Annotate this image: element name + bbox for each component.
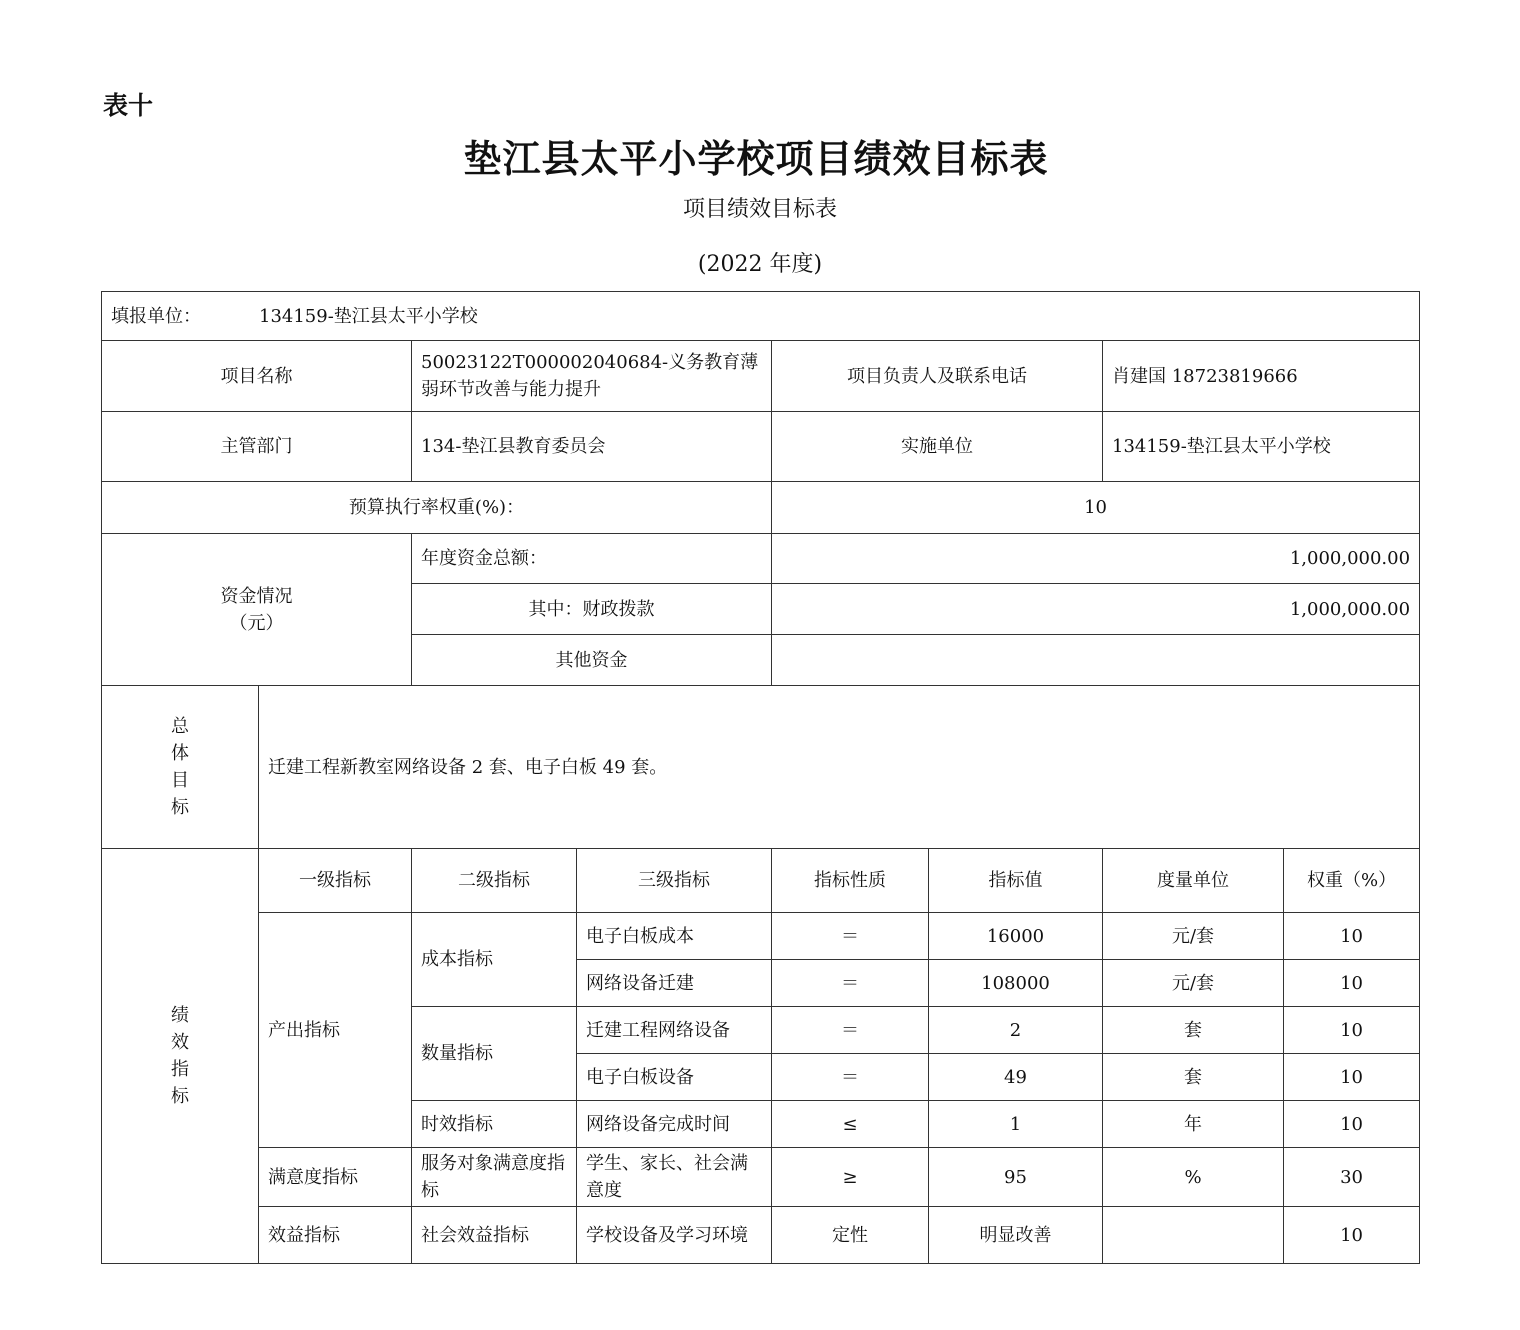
indicator-value: 95 (929, 1148, 1103, 1207)
subgroup-quantity: 数量指标 (412, 1007, 577, 1101)
indicator-value: 49 (929, 1054, 1103, 1101)
group-output: 产出指标 (259, 913, 412, 1148)
indicator-nature: 定性 (772, 1207, 929, 1264)
subgroup-social: 社会效益指标 (412, 1207, 577, 1264)
indicator-unit: 套 (1103, 1054, 1284, 1101)
indicator-nature: ≥ (772, 1148, 929, 1207)
funds-fiscal-value: 1,000,000.00 (772, 584, 1420, 635)
indicator-name: 电子白板设备 (577, 1054, 772, 1101)
indicator-nature: ＝ (772, 913, 929, 960)
indicator-name: 迁建工程网络设备 (577, 1007, 772, 1054)
goal-text: 迁建工程新教室网络设备 2 套、电子白板 49 套。 (259, 686, 1420, 849)
goal-label-char: 目 (171, 770, 189, 791)
indicator-name: 学校设备及学习环境 (577, 1207, 772, 1264)
indicator-nature: ≤ (772, 1101, 929, 1148)
project-name-label: 项目名称 (102, 341, 412, 412)
project-row (102, 341, 1420, 412)
col-header-level3: 三级指标 (577, 849, 772, 913)
project-name-value: 50023122T000002040684-义务教育薄弱环节改善与能力提升 (412, 341, 772, 412)
funds-other-value (772, 635, 1420, 686)
indicators-header-row (102, 849, 1420, 913)
goal-row (102, 686, 1420, 849)
indicator-value: 2 (929, 1007, 1103, 1054)
indicator-unit: 元/套 (1103, 960, 1284, 1007)
indicator-weight: 30 (1284, 1148, 1420, 1207)
impl-label: 实施单位 (772, 412, 1103, 482)
funds-other-label: 其他资金 (412, 635, 772, 686)
indicator-name: 电子白板成本 (577, 913, 772, 960)
col-header-value: 指标值 (929, 849, 1103, 913)
indicators-label-char: 指 (171, 1059, 189, 1080)
indicator-nature: ＝ (772, 1007, 929, 1054)
unit-cell (102, 292, 1420, 341)
indicator-name: 网络设备迁建 (577, 960, 772, 1007)
indicator-weight: 10 (1284, 1207, 1420, 1264)
indicators-label-char: 效 (171, 1032, 189, 1053)
indicator-value: 108000 (929, 960, 1103, 1007)
indicators-label-char: 绩 (171, 1005, 189, 1026)
group-satisfaction: 满意度指标 (259, 1148, 412, 1207)
subgroup-cost: 成本指标 (412, 913, 577, 1007)
leader-value: 肖建国 18723819666 (1103, 341, 1420, 412)
indicators-label-char: 标 (171, 1086, 189, 1107)
table-row (102, 913, 1420, 960)
indicator-name: 网络设备完成时间 (577, 1101, 772, 1148)
indicators-label (102, 849, 259, 1264)
budget-rate-label: 预算执行率权重(%)： (102, 482, 772, 534)
indicator-unit: 年 (1103, 1101, 1284, 1148)
unit-label: 填报单位： (111, 305, 201, 327)
funds-total-label: 年度资金总额： (412, 534, 772, 584)
page-subtitle: 项目绩效目标表 (682, 197, 837, 222)
unit-row (102, 292, 1420, 341)
impl-value: 134159-垫江县太平小学校 (1103, 412, 1420, 482)
col-header-level2: 二级指标 (412, 849, 577, 913)
indicator-weight: 10 (1284, 1007, 1420, 1054)
indicator-unit: % (1103, 1148, 1284, 1207)
budget-rate-value: 10 (772, 482, 1420, 534)
indicator-name: 学生、家长、社会满意度 (577, 1148, 772, 1207)
goal-label (102, 686, 259, 849)
funds-fiscal-label: 其中：财政拨款 (412, 584, 772, 635)
indicator-nature: ＝ (772, 1054, 929, 1101)
indicator-weight: 10 (1284, 1101, 1420, 1148)
col-header-level1: 一级指标 (259, 849, 412, 913)
funds-label-line1: 资金情况 (220, 585, 293, 607)
funds-label (102, 534, 412, 686)
indicator-nature: ＝ (772, 960, 929, 1007)
subgroup-time: 时效指标 (412, 1101, 577, 1148)
table-label: 表十 (103, 91, 154, 120)
col-header-nature: 指标性质 (772, 849, 929, 913)
goal-label-char: 标 (171, 797, 189, 818)
funds-total-value: 1,000,000.00 (772, 534, 1420, 584)
col-header-weight: 权重（%） (1284, 849, 1420, 913)
performance-target-table (101, 291, 1420, 1264)
dept-label: 主管部门 (102, 412, 412, 482)
department-row (102, 412, 1420, 482)
indicator-unit: 套 (1103, 1007, 1284, 1054)
dept-value: 134-垫江县教育委员会 (412, 412, 772, 482)
goal-label-char: 体 (171, 743, 189, 764)
funds-total-row (102, 534, 1420, 584)
indicator-weight: 10 (1284, 960, 1420, 1007)
fiscal-year: (2022 年度) (697, 252, 823, 277)
indicator-value: 明显改善 (929, 1207, 1103, 1264)
page-title: 垫江县太平小学校项目绩效目标表 (463, 137, 1049, 181)
table-row (102, 1207, 1420, 1264)
subgroup-service: 服务对象满意度指标 (412, 1148, 577, 1207)
table-row (102, 1148, 1420, 1207)
indicator-unit: 元/套 (1103, 913, 1284, 960)
goal-label-char: 总 (171, 716, 189, 737)
indicator-value: 1 (929, 1101, 1103, 1148)
unit-value: 134159-垫江县太平小学校 (259, 305, 478, 327)
indicator-weight: 10 (1284, 1054, 1420, 1101)
indicator-value: 16000 (929, 913, 1103, 960)
col-header-unit: 度量单位 (1103, 849, 1284, 913)
indicator-weight: 10 (1284, 913, 1420, 960)
budget-rate-row (102, 482, 1420, 534)
leader-label: 项目负责人及联系电话 (772, 341, 1103, 412)
indicator-unit (1103, 1207, 1284, 1264)
funds-label-line2: （元） (229, 612, 284, 634)
group-benefit: 效益指标 (259, 1207, 412, 1264)
